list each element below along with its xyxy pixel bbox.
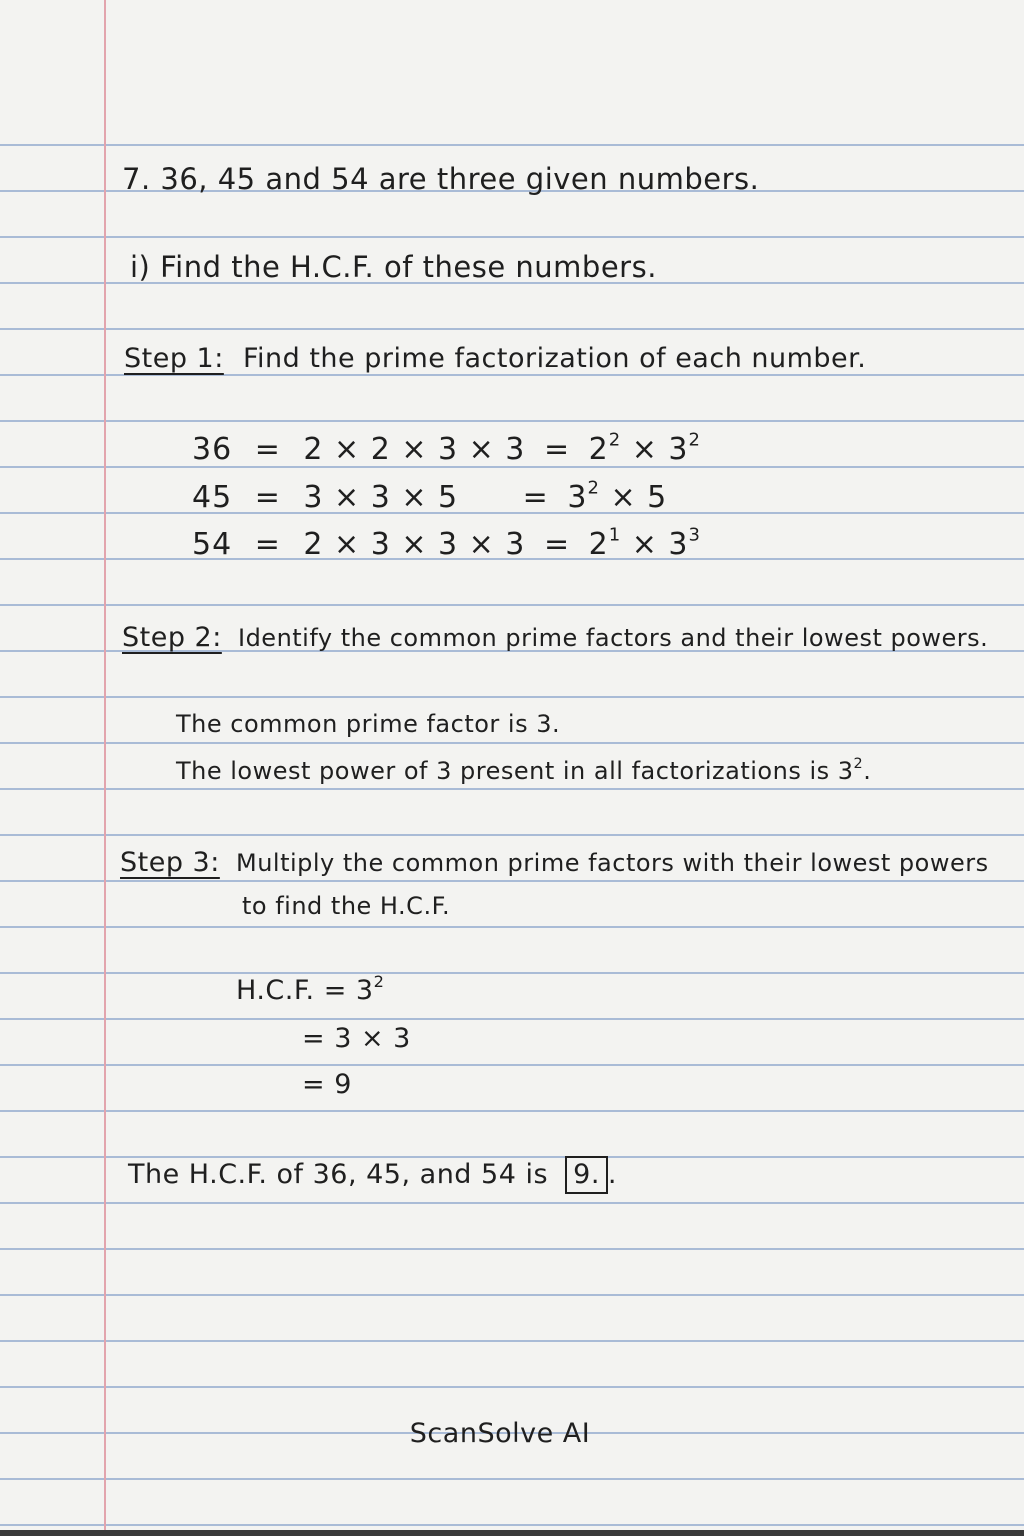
final-answer [128,1156,617,1194]
factor-base: 3 [567,480,588,515]
factor-base: 3 [668,527,689,562]
hcf-equation [236,971,385,1006]
step2-line2 [176,757,871,785]
step2-label: Step 2: [122,622,222,653]
step2-heading [122,622,988,653]
factor-base: 2 [588,432,609,467]
watermark: ScanSolve AI [409,1418,591,1449]
equals-sign: = [543,432,571,467]
equals-sign: = [254,527,281,562]
step2-exponent: 2 [853,756,864,773]
factor-base: 5 [647,480,668,515]
factor-expansion: 2 × 2 × 3 × 3 [303,432,526,467]
factor-expansion: 3 × 3 × 5 [303,480,459,515]
factor-exponent: 2 [688,429,701,451]
factor-number: 36 [192,432,233,467]
factor-number: 54 [192,527,233,562]
factor-exponent: 1 [608,524,622,546]
step3-text-line2: to find the H.C.F. [242,892,451,920]
equals-sign: = [543,527,571,562]
factor-row-36 [192,429,701,467]
factor-exponent: 2 [608,429,622,451]
question-part-i: i) Find the H.C.F. of these numbers. [130,250,657,284]
factor-times: × [631,527,669,562]
equals-sign: = [254,480,281,515]
answer-box: 9. [565,1156,608,1194]
step2-line1: The common prime factor is 3. [176,710,561,738]
step3-text-line1: Multiply the common prime factors with their lowest powers [235,849,989,877]
step1-heading [124,343,866,374]
answer-text: The H.C.F. of 36, 45, and 54 is [128,1159,549,1190]
factor-exponent: 3 [688,524,701,546]
hcf-exponent: 2 [373,971,385,991]
step3-heading [120,847,989,878]
equals-sign: = [522,480,549,515]
factor-times: × [631,432,669,467]
hcf-line3: = 9 [302,1069,352,1100]
factor-base: 2 [588,527,609,562]
margin-line [104,0,106,1530]
step2-line2-text: The lowest power of 3 present in all factorizations is 3 [176,757,854,785]
hcf-lhs: H.C.F. = 3 [236,975,374,1006]
equals-sign: = [254,432,281,467]
step2-period: . [863,757,872,785]
step3-label: Step 3: [120,847,220,878]
step1-label: Step 1: [124,343,224,374]
factor-number: 45 [192,480,233,515]
factor-base: 3 [668,432,689,467]
factor-times: × [610,480,648,515]
step2-text: Identify the common prime factors and their lowest powers. [237,624,989,652]
factor-exponent: 2 [587,477,600,499]
question-title: 7. 36, 45 and 54 are three given numbers. [122,162,760,196]
factor-row-45 [192,477,668,515]
factor-row-54 [192,524,701,562]
hcf-line2: = 3 × 3 [302,1023,411,1054]
step1-text: Find the prime factorization of each number. [242,343,867,374]
answer-period: . [607,1159,617,1190]
factor-expansion: 2 × 3 × 3 × 3 [303,527,526,562]
